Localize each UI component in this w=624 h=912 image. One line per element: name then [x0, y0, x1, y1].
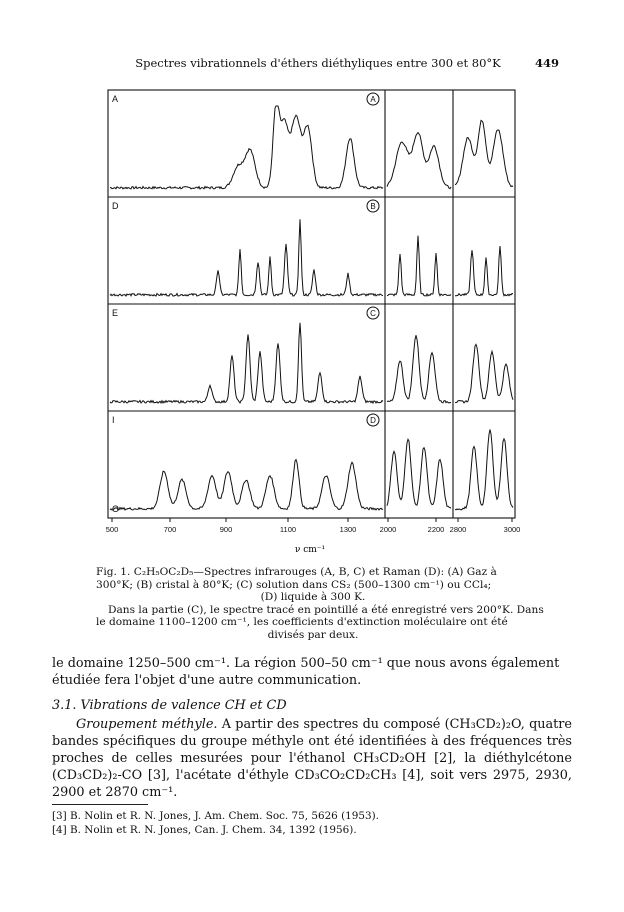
panel-letter: E	[112, 308, 119, 318]
x-tick-label: 1100	[279, 525, 297, 534]
spectrum-trace	[455, 246, 513, 296]
spectrum-trace	[110, 460, 383, 510]
panel-tag: B	[370, 202, 376, 211]
footnote-rule	[52, 804, 148, 805]
x-tick-label: 900	[219, 525, 233, 534]
caption-line: Fig. 1. C₂H₅OC₂D₅—Spectres infrarouges (A, B, C) et Raman (D): (A) Gaz à	[96, 566, 497, 578]
reference-item: [3] B. Nolin et R. N. Jones, J. Am. Chem. Soc. 75, 5626 (1953).	[52, 810, 379, 822]
figure-caption	[96, 566, 544, 641]
spectrum-trace	[110, 106, 383, 189]
spectrum-trace	[387, 236, 451, 296]
spectrum-trace	[387, 335, 451, 403]
x-tick-label: 700	[163, 525, 177, 534]
body-paragraph	[52, 716, 572, 801]
spectrum-trace	[110, 219, 383, 296]
body-paragraph: le domaine 1250–500 cm⁻¹. La région 500–50 cm⁻¹ que nous avons également étudiée fera l'objet d'une autre communication.	[52, 656, 560, 688]
spectrum-trace	[110, 323, 383, 403]
spectra-figure	[100, 80, 524, 560]
x-tick-label: 2200	[427, 525, 445, 534]
panel-letter: D	[112, 201, 119, 211]
caption-line: 300°K; (B) cristal à 80°K; (C) solution dans CS₂ (500–1300 cm⁻¹) ou CCl₄;	[96, 578, 492, 591]
spectrum-trace	[455, 344, 513, 403]
bottom-left-label: O	[112, 504, 120, 514]
page-number: 449	[535, 56, 560, 70]
spectrum-trace	[387, 133, 451, 189]
caption-line: Dans la partie (C), le spectre tracé en pointillé a été enregistré vers 200°K. Dans	[108, 603, 544, 616]
xaxis-label: ν cm⁻¹	[294, 545, 326, 555]
caption-line: le domaine 1100–1200 cm⁻¹, les coefficients d'extinction moléculaire ont été	[96, 616, 508, 628]
references	[52, 809, 379, 837]
spectrum-trace	[455, 430, 513, 510]
x-tick-label: 3000	[503, 525, 521, 534]
panel-letter: A	[112, 94, 119, 104]
caption-line: divisés par deux.	[267, 628, 359, 641]
paragraph-text: A partir des spectres du composé (CH₃CD₂)₂O, quatre bandes spécifiques du groupe méthyle ont été identifiées à des fréquences très proches de celles mesurées pour l'éthanol CH₃CD₂OH [2], la diéthylcétone (CD₃CD₂)₂-CO [3], l'acétate d'éthyle CD₃CO₂CD₂CH₃ [4], soit vers 2975, 2930, 2900 et 2870 cm⁻¹.	[52, 717, 573, 800]
panel-tag: D	[370, 416, 376, 425]
panel-letter: I	[112, 415, 115, 425]
running-title: Spectres vibrationnels d'éthers diéthyliques entre 300 et 80°K	[135, 56, 501, 70]
x-tick-label: 500	[105, 525, 119, 534]
panel-tag: C	[370, 309, 376, 318]
caption-line: (D) liquide à 300 K.	[260, 591, 366, 603]
panel-tag: A	[370, 95, 376, 104]
reference-item: [4] B. Nolin et R. N. Jones, Can. J. Chem. 34, 1392 (1956).	[52, 824, 357, 836]
section-heading: 3.1. Vibrations de valence CH et CD	[52, 698, 287, 713]
paragraph-lead: Groupement méthyle.	[76, 717, 218, 732]
x-tick-label: 2000	[379, 525, 397, 534]
x-tick-label: 1300	[339, 525, 357, 534]
x-tick-label: 2800	[449, 525, 467, 534]
spectrum-trace	[455, 120, 513, 186]
spectrum-trace	[387, 439, 451, 508]
